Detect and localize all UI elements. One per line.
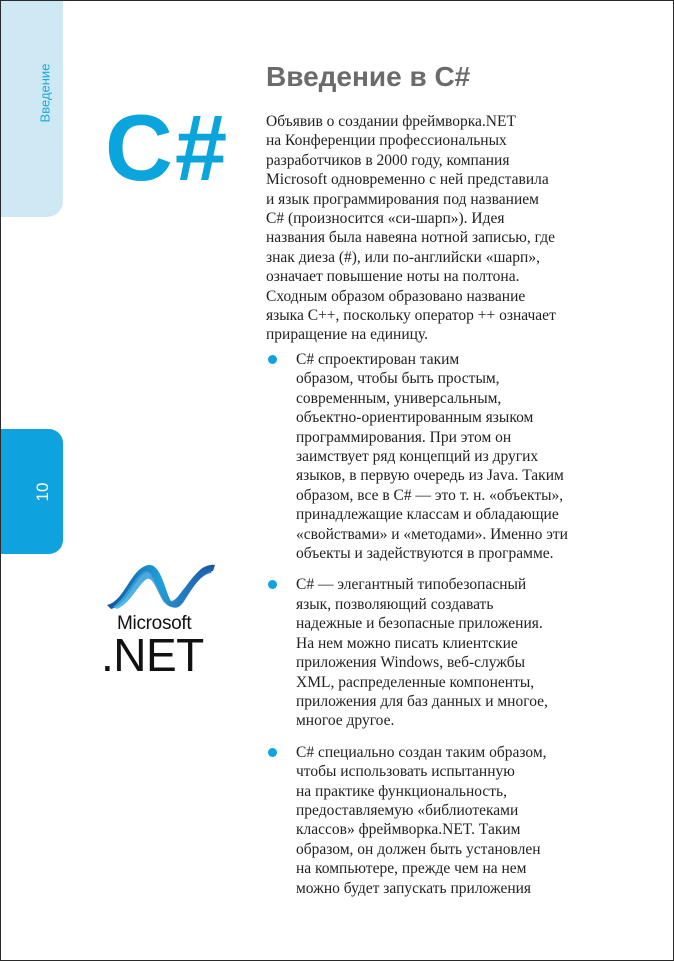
net-microsoft-wordmark: Microsoft bbox=[117, 613, 192, 634]
feature-list bbox=[266, 350, 611, 898]
page-number: 10 bbox=[33, 482, 52, 502]
microsoft-net-logo bbox=[99, 561, 219, 683]
csharp-logo: C# bbox=[105, 95, 230, 200]
bullet-dot-icon bbox=[268, 355, 277, 364]
section-label: Введение bbox=[37, 63, 53, 123]
list-item: C# спроектирован таким образом, чтобы быть простым, современным, универсальным, объектно-ориентированным языком программирования. При этом он заимствует ряд концепций из других языков, в первую очередь из Java. Таким образом, все в C# — это т. н. «объекты», принадлежащие классам и обладающие «свойствами» и «методами». Именно эти объекты и задействуются в программе. bbox=[266, 350, 611, 563]
bullet-dot-icon bbox=[268, 748, 277, 757]
net-wave-icon bbox=[105, 561, 217, 611]
section-tab bbox=[1, 1, 63, 217]
bullet-dot-icon bbox=[268, 580, 277, 589]
net-wordmark: .NET bbox=[101, 629, 204, 681]
page-title: Введение в C# bbox=[266, 61, 471, 92]
list-item: C# специально создан таким образом, чтобы использовать испытанную на практике функциональность, предоставляемую «библиотеками классов» фреймворка.NET. Таким образом, он должен быть установлен на компьютере, прежде чем на нем можно будет запускать приложения bbox=[266, 743, 611, 898]
intro-paragraph: Объявив о создании фреймворка.NET на Конференции профессиональных разработчиков в 2000 году, компания Microsoft одновременно с ней представила и язык программирования под названием C# (произносится «си-шарп»). Идея названия была навеяна нотной записью, где знак диеза (#), или по-английски «шарп», означает повышение ноты на полтона. Сходным образом образовано название языка C++, поскольку оператор ++ означает приращение на единицу. bbox=[266, 113, 556, 344]
page-number-tab bbox=[1, 429, 63, 554]
list-item: C# — элегантный типобезопасный язык, позволяющий создавать надежные и безопасные приложения. На нем можно писать клиентские приложения Windows, веб-службы XML, распределенные компоненты, приложения для баз данных и многое, многое другое. bbox=[266, 575, 611, 730]
